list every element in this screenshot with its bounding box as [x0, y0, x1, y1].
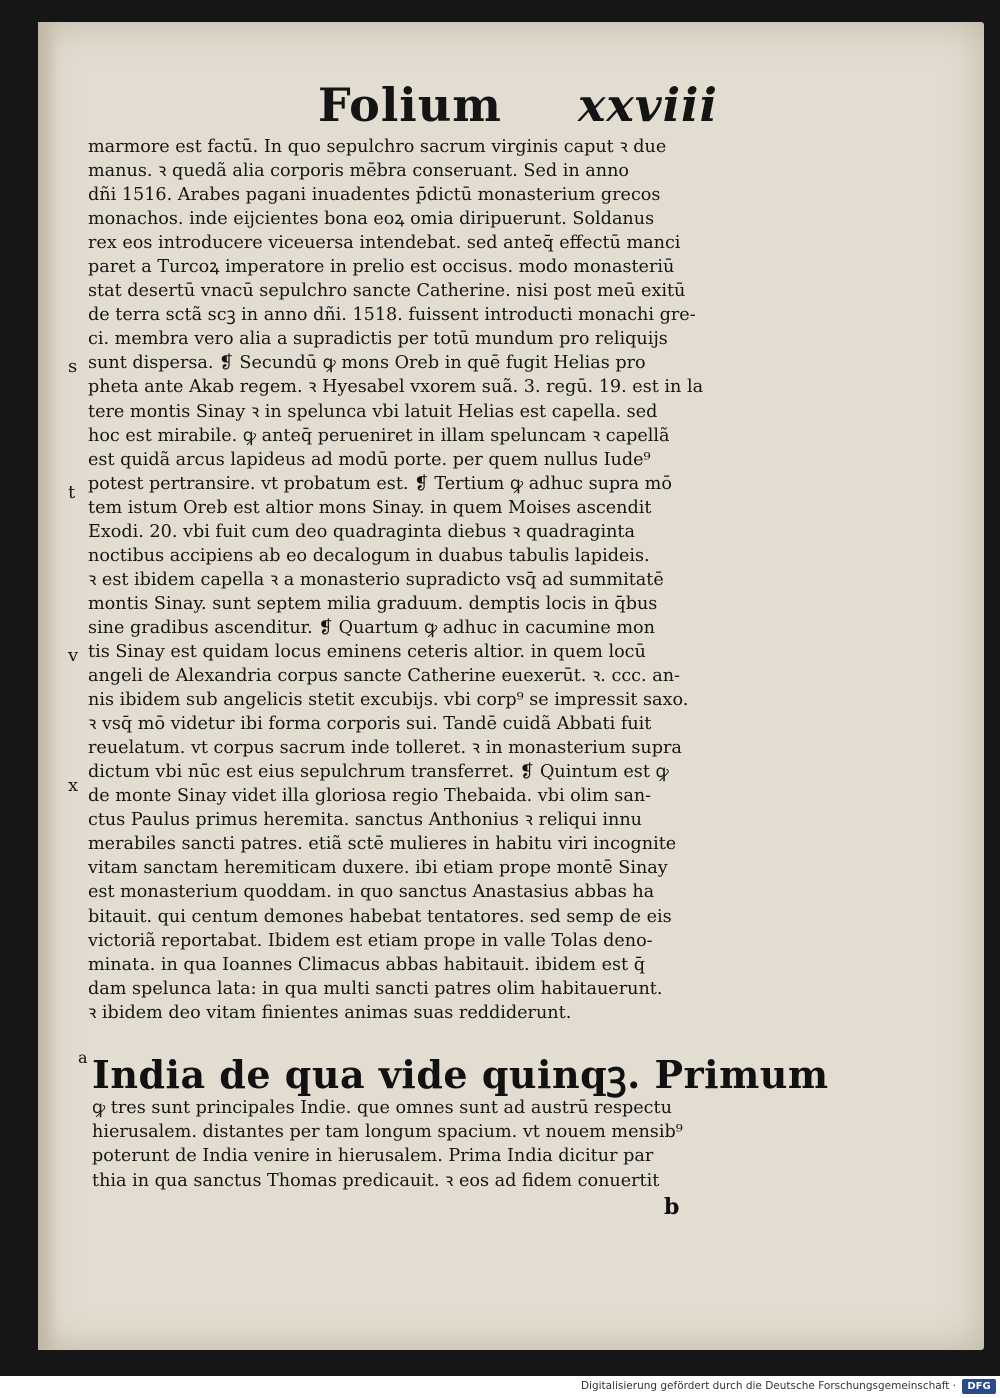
margin-letter: t	[68, 482, 76, 503]
folio-number: xxviii	[578, 78, 719, 132]
text-line: nis ibidem sub angelicis stetit excubijs. vbi corp⁹ se impressit saxo.	[88, 690, 689, 711]
text-line: hierusalem. distantes per tam longum spacium. vt nouem mensib⁹	[92, 1122, 683, 1143]
text-line: minata. in qua Ioannes Climacus abbas habitauit. ibidem est q̄	[88, 954, 645, 975]
text-line: tere montis Sinay ꝛ in spelunca vbi latuit Helias est capella. sed	[88, 401, 658, 422]
text-line: paret a Turcoꝝ imperatore in prelio est occisus. modo monasteriū	[88, 257, 675, 278]
text-line: poterunt de India venire in hierusalem. Prima India dicitur par	[92, 1146, 654, 1167]
signature-mark: b	[664, 1194, 680, 1220]
text-line: rex eos introducere viceuersa intendebat. sed anteq̄ effectū manci	[88, 233, 681, 254]
text-line: noctibus accipiens ab eo decalogum in duabus tabulis lapideis.	[88, 545, 650, 566]
text-line: ꝙ tres sunt principales Indie. que omnes sunt ad austrū respectu	[92, 1098, 672, 1118]
section-heading	[78, 1048, 829, 1100]
text-line: est quidã arcus lapideus ad modū porte. per quem nullus Iude⁹	[88, 449, 651, 470]
text-line: ꝛ ibidem deo vitam finientes animas suas reddiderunt.	[88, 1002, 572, 1023]
text-line: tis Sinay est quidam locus eminens ceteris altior. in quem locū	[88, 641, 646, 662]
footer-credit: Digitalisierung gefördert durch die Deutsche Forschungsgemeinschaft ·	[580, 1380, 956, 1392]
text-line: sine gradibus ascenditur. ❡ Quartum ꝙ adhuc in cacumine mon	[88, 617, 655, 638]
text-line: stat desertū vnacū sepulchro sancte Catherine. nisi post meū exitū	[88, 281, 686, 302]
text-line: pheta ante Akab regem. ꝛ Hyesabel vxorem suã. 3. regū. 19. est in la	[88, 377, 704, 398]
text-line: ci. membra vero alia a supradictis per totū mundum pro reliquijs	[88, 329, 668, 350]
text-line: de monte Sinay videt illa gloriosa regio Thebaida. vbi olim san-	[88, 786, 652, 807]
text-line: hoc est mirabile. ꝙ anteq̄ perueniret in illam speluncam ꝛ capellã	[88, 425, 670, 446]
text-line: manus. ꝛ quedã alia corporis mēbra conseruant. Sed in anno	[88, 161, 630, 182]
dfg-logo-icon: DFG	[962, 1379, 996, 1394]
text-line: de terra sctã scꝫ in anno dñi. 1518. fuissent introducti monachi gre-	[88, 305, 696, 326]
text-line: montis Sinay. sunt septem milia graduum. demptis locis in q̄bus	[88, 593, 658, 614]
main-text-block	[88, 135, 768, 1025]
page-gutter-shadow	[38, 22, 58, 1350]
text-line: Exodi. 20. vbi fuit cum deo quadraginta diebus ꝛ quadraginta	[88, 521, 635, 542]
text-line: dictum vbi nūc est eius sepulchrum transferret. ❡ Quintum est ꝙ	[88, 762, 669, 783]
text-line: victoriã reportabat. Ibidem est etiam prope in valle Tolas deno-	[88, 930, 653, 951]
text-line: angeli de Alexandria corpus sancte Catherine euexerūt. ꝛ. ccc. an-	[88, 666, 680, 687]
text-line: potest pertransire. vt probatum est. ❡ Tertium ꝙ adhuc supra mō	[88, 473, 672, 494]
section-heading-text: India de qua vide quinqꝫ. Primum	[92, 1052, 829, 1097]
text-line: vitam sanctam heremiticam duxere. ibi etiam prope montē Sinay	[88, 858, 668, 879]
folio-header-word: Folium	[318, 78, 502, 132]
text-line: thia in qua sanctus Thomas predicauit. ꝛ eos ad fidem conuertit	[92, 1170, 660, 1191]
text-line: tem istum Oreb est altior mons Sinay. in quem Moises ascendit	[88, 497, 652, 518]
text-line: sunt dispersa. ❡ Secundū ꝙ mons Oreb in quē fugit Helias pro	[88, 353, 646, 374]
text-line: ꝛ est ibidem capella ꝛ a monasterio supradicto vsq̄ ad summitatē	[88, 569, 664, 590]
text-line: monachos. inde eijcientes bona eoꝝ omia diripuerunt. Soldanus	[88, 209, 655, 230]
text-line: est monasterium quoddam. in quo sanctus Anastasius abbas ha	[88, 882, 655, 903]
text-line: merabiles sancti patres. etiã sctē mulieres in habitu viri incognite	[88, 834, 677, 855]
text-line: ctus Paulus primus heremita. sanctus Anthonius ꝛ reliqui innu	[88, 810, 642, 831]
text-line: marmore est factū. In quo sepulchro sacrum virginis caput ꝛ due	[88, 137, 667, 157]
text-line: dam spelunca lata: in qua multi sancti patres olim habitauerunt.	[88, 978, 663, 999]
text-line: reuelatum. vt corpus sacrum inde tolleret. ꝛ in monasterium supra	[88, 738, 682, 759]
section-marker: a	[78, 1048, 89, 1067]
section-text-block	[92, 1096, 764, 1193]
margin-letter: x	[68, 775, 79, 796]
text-line: dñi 1516. Arabes pagani inuadentes p̄dictū monasterium grecos	[88, 185, 661, 206]
margin-letter: v	[68, 645, 79, 666]
footer-bar	[0, 1376, 1000, 1398]
text-line: ꝛ vsq̄ mō videtur ibi forma corporis sui. Tandē cuidã Abbati fuit	[88, 714, 652, 735]
text-line: bitauit. qui centum demones habebat tentatores. sed semp de eis	[88, 906, 672, 927]
margin-letter: s	[68, 356, 78, 377]
